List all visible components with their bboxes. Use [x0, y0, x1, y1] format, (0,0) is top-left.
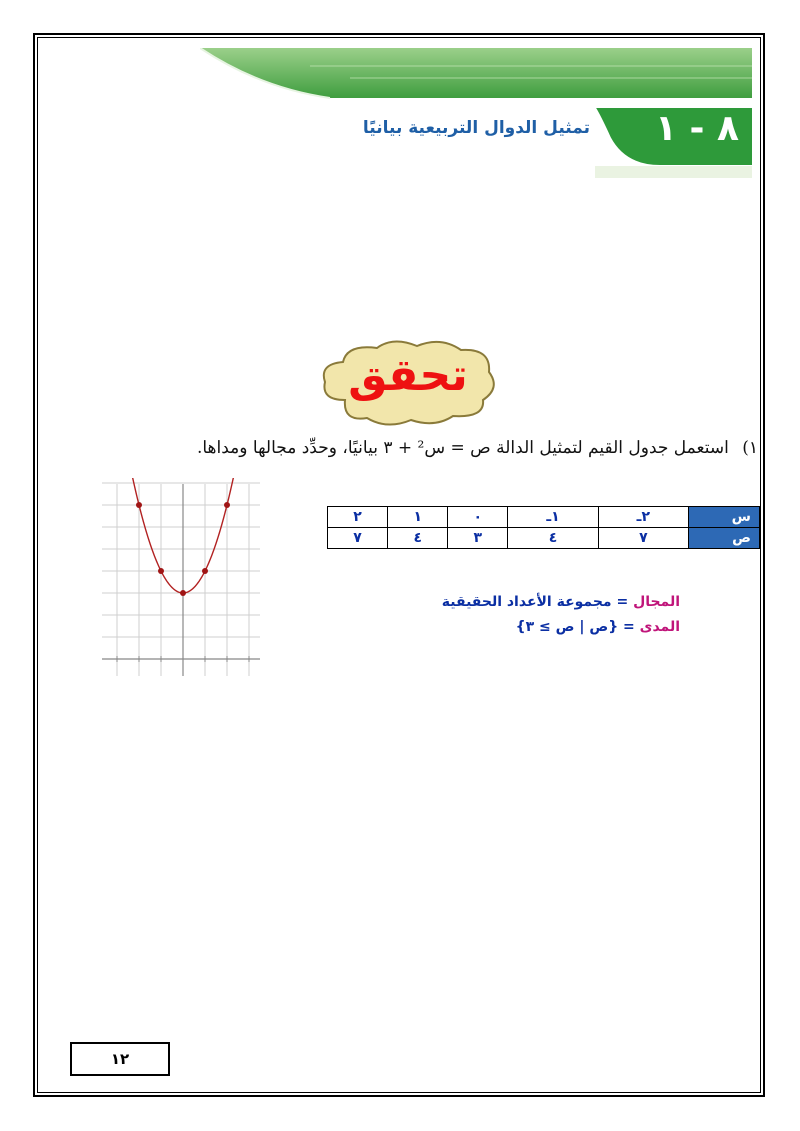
- check-heading: تحقق: [348, 350, 468, 401]
- y-cell: ٧: [328, 528, 388, 549]
- range-answer: [320, 619, 680, 635]
- x-cell: ٠: [448, 507, 508, 528]
- parabola-graph: [98, 478, 264, 678]
- range-value: = {ص | ص ≥ ٣}: [515, 619, 635, 635]
- values-table: [327, 506, 760, 549]
- y-cell: ٣: [448, 528, 508, 549]
- page-number: ١٢: [110, 1050, 130, 1068]
- table-row-y: [328, 528, 760, 549]
- table-row-x: [328, 507, 760, 528]
- y-header: ص: [689, 528, 760, 549]
- domain-value: = مجموعة الأعداد الحقيقية: [441, 594, 629, 610]
- exercise-number: ١): [742, 438, 758, 458]
- data-point: [180, 590, 186, 596]
- y-cell: ٤: [508, 528, 598, 549]
- y-cell: ٧: [598, 528, 688, 549]
- y-cell: ٤: [388, 528, 448, 549]
- range-label: المدى: [639, 619, 680, 635]
- domain-answer: [320, 594, 680, 610]
- data-point: [202, 568, 208, 574]
- data-point: [224, 502, 230, 508]
- lesson-title: تمثيل الدوال التربيعية بيانيًا: [362, 118, 590, 138]
- data-point: [136, 502, 142, 508]
- exercise-question: [40, 438, 758, 458]
- x-cell: ٢: [328, 507, 388, 528]
- page-number-box: [70, 1042, 170, 1076]
- x-cell: ٢ـ: [598, 507, 688, 528]
- x-cell: ١ـ: [508, 507, 598, 528]
- x-header: س: [689, 507, 760, 528]
- section-number: ٨ - ١: [655, 108, 739, 149]
- exercise-text: استعمل جدول القيم لتمثيل الدالة ص = س² + ٣ بيانيًا، وحدِّد مجالها ومداها.: [196, 438, 729, 458]
- x-cell: ١: [388, 507, 448, 528]
- domain-label: المجال: [633, 594, 680, 610]
- data-point: [158, 568, 164, 574]
